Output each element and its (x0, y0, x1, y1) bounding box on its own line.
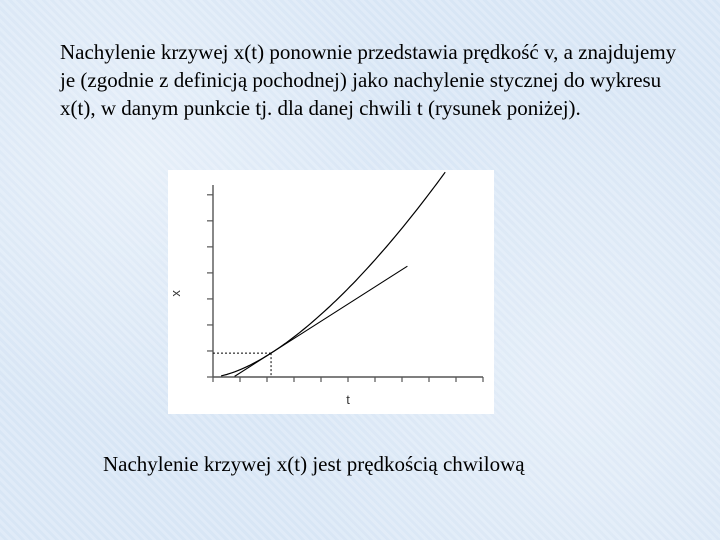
curve-series (221, 172, 445, 376)
body-paragraph: Nachylenie krzywej x(t) ponownie przedstawia prędkość v, a znajdujemy je (zgodnie z definicją pochodnej) jako nachylenie stycznej do wykresu x(t), w danym punkcie tj. dla danej chwili t (rysunek poniżej). (60, 40, 677, 120)
x-ticks (213, 377, 483, 382)
caption: Nachylenie krzywej x(t) jest prędkością chwilową (103, 452, 525, 476)
position-time-chart (168, 170, 494, 414)
tangent-figure (168, 170, 494, 414)
tangent-series (235, 266, 408, 376)
x-axis-label: t (346, 392, 350, 407)
y-ticks (207, 195, 213, 377)
y-axis-label: x (168, 290, 183, 297)
